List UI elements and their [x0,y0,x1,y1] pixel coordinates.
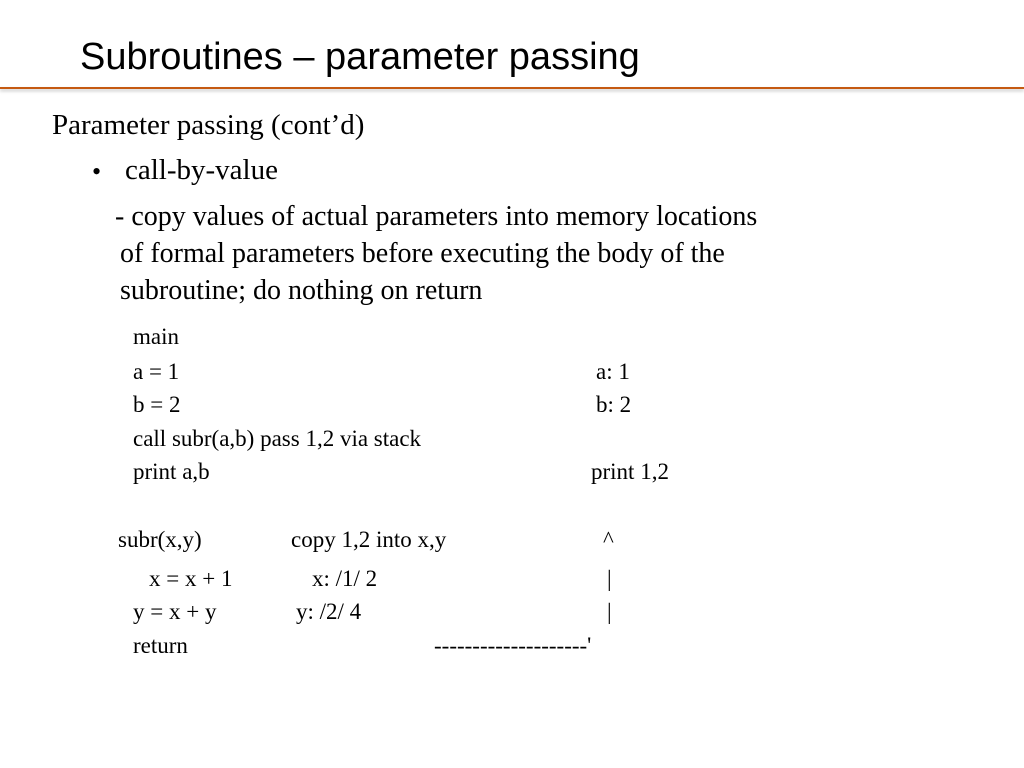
arrow-up: ^ [603,527,614,552]
code-call: call subr(a,b) pass 1,2 via stack [133,426,422,451]
description-line-1: - copy values of actual parameters into memory locations [115,201,758,232]
code-print: print a,b [133,459,210,484]
state-a: a: 1 [596,359,630,384]
code-return: return [133,633,188,658]
state-y: y: /2/ 4 [296,599,362,624]
code-y-assign: y = x + y [133,599,217,624]
print-result: print 1,2 [591,459,669,484]
bullet-dot: • [92,157,102,186]
title-underline [0,87,1024,89]
code-a-assign: a = 1 [133,359,180,384]
state-x: x: /1/ 2 [312,566,378,591]
state-b: b: 2 [596,392,632,417]
return-dashes: --------------------' [434,633,592,658]
bullet-label: call-by-value [125,154,278,186]
code-subr-signature: subr(x,y) [118,527,202,552]
pipe-1: | [607,566,612,591]
code-x-assign: x = x + 1 [149,566,233,591]
slide-title: Subroutines – parameter passing [80,36,640,78]
code-main: main [133,324,179,349]
description-line-2: of formal parameters before executing the body of the [120,238,725,269]
pipe-2: | [607,599,612,624]
description-line-3: subroutine; do nothing on return [120,275,483,306]
code-b-assign: b = 2 [133,392,181,417]
section-heading: Parameter passing (cont’d) [52,109,365,141]
copy-note: copy 1,2 into x,y [291,527,447,552]
